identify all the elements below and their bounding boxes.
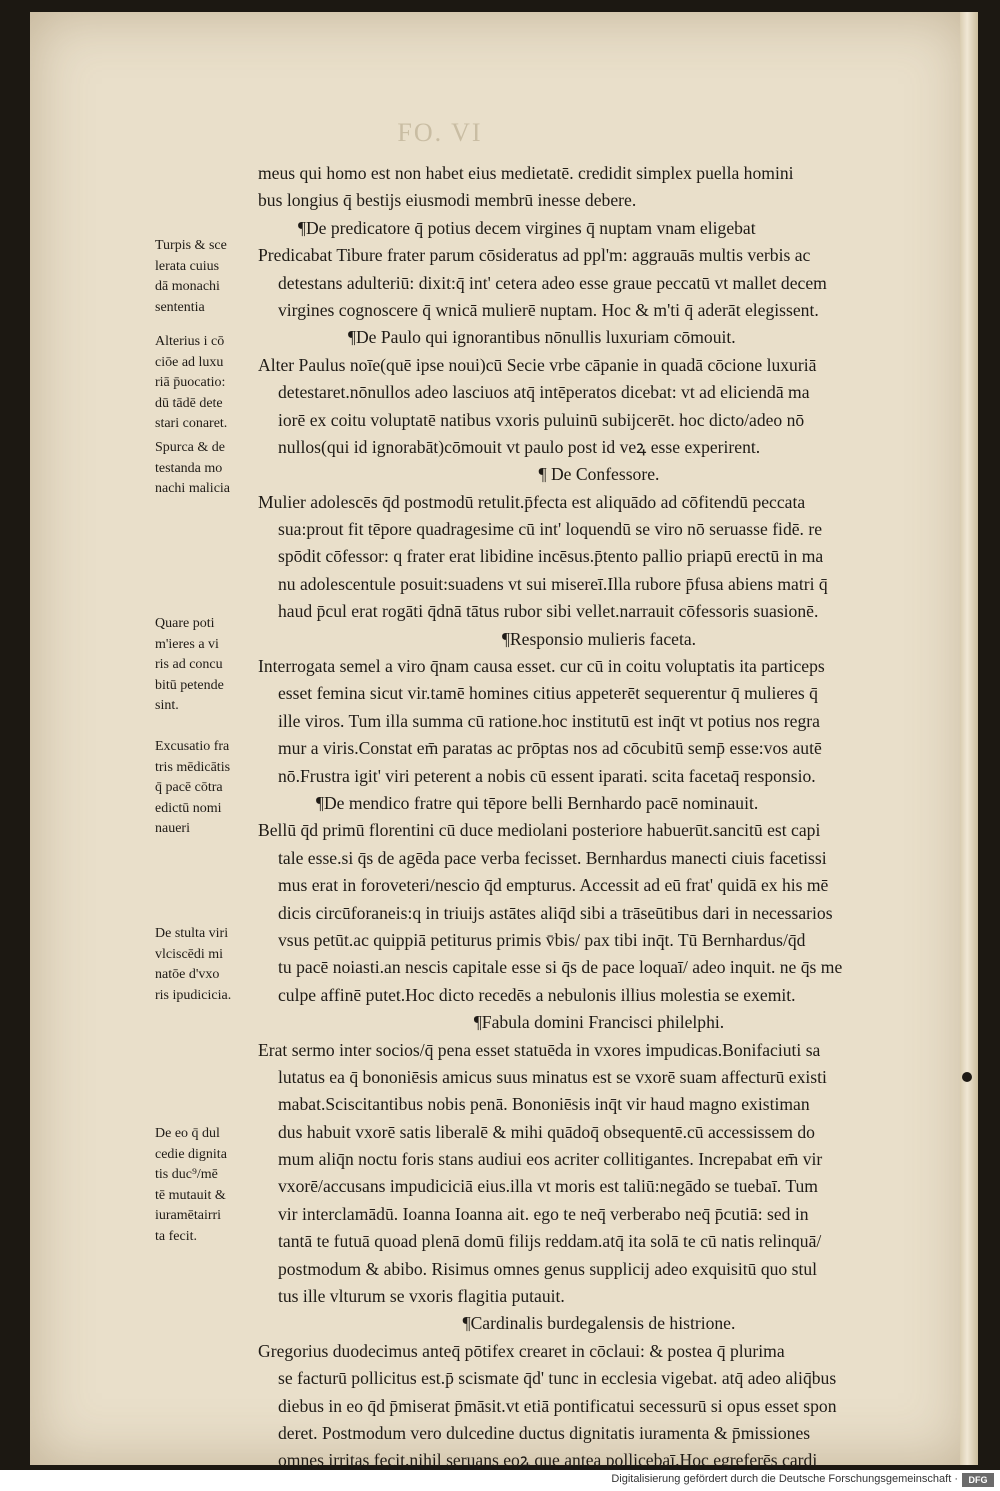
- margin-line: dā monachi: [155, 279, 220, 294]
- footer-bar: [0, 1470, 1000, 1491]
- margin-note: [155, 737, 259, 840]
- text-line: nō.Frustra igit' viri peterent a nobis cū essent iparati. scita facetaq̄ responsio.: [278, 765, 816, 786]
- text-line: diebus in eo q̄d p̄miserat p̄māsit.vt etiā pontificatui secessurū si opus esset spon: [278, 1395, 837, 1416]
- margin-line: tis duc⁹/mē: [155, 1167, 218, 1182]
- text-line: vir interclamādū. Ioanna Ioanna ait. ego te neq̄ verberabo neq̄ p̄cutiā: sed in: [278, 1203, 809, 1224]
- margin-line: De eo q̄ dul: [155, 1126, 220, 1141]
- text-line: nu adolescentule posuit:suadens vt sui misereī.Illa rubore p̄fusa abiens matri q̄: [278, 573, 828, 594]
- margin-line: ris ipudicicia.: [155, 987, 232, 1003]
- margin-line: edictū nomi: [155, 800, 222, 816]
- text-line: nullos(qui id ignorabāt)cōmouit vt paulo post id veꝝ esse experirent.: [278, 436, 761, 457]
- margin-line: q̄ pacē cōtra: [155, 780, 223, 795]
- text-line: detestans adulteriū: dixit:q̄ int' cetera adeo esse graue peccatū vt mallet decem: [278, 272, 827, 293]
- margin-line: Spurca & de: [155, 440, 225, 455]
- margin-line: natōe d'vxo: [155, 967, 220, 982]
- page-edge: [960, 12, 978, 1465]
- text-line: mus erat in foroveteri/nescio q̄d empturus. Accessit ad eū frat' quidā ex his mē: [278, 875, 829, 896]
- margin-line: Alterius i cō: [155, 334, 225, 349]
- text-line: mum aliq̄n noctu foris stans audiui eos acriter collitigantes. Increpabat em̄ vir: [278, 1149, 823, 1170]
- funding-credit: Digitalisierung gefördert durch die Deutsche Forschungsgemeinschaft ·: [611, 1473, 958, 1485]
- text-line: vxorē/accusans impudiciciā eius.illa vt moris est taliū:negādo se tuebaī. Tum: [278, 1176, 818, 1197]
- text-line: Mulier adolescēs q̄d postmodū retulit.p̄fecta est aliquādo ad cōfitendū peccata: [258, 491, 806, 512]
- text-line: mur a viris.Constat em̄ paratas ac prōptas nos ad cōcubitū semp̄ esse:vos autē: [278, 738, 822, 759]
- text-line: tale esse.si q̄s de agēda pace verba fecisset. Bernhardus manecti ciuis facetissi: [278, 847, 827, 868]
- section-heading: ¶De predicatore q̄ potius decem virgines q̄ nuptam vnam eligebat: [298, 217, 756, 238]
- text-line: spōdit cōfessor: q frater erat libidine incēsus.p̄tento pallio priapū erectū in ma: [278, 546, 824, 567]
- section-heading: ¶Cardinalis burdegalensis de histrione.: [462, 1313, 736, 1334]
- text-line: culpe affinē putet.Hoc dicto recedēs a nebulonis illius molestia se exemit.: [278, 984, 796, 1005]
- margin-line: ta fecit.: [155, 1228, 197, 1244]
- text-line: ille viros. Tum illa summa cū ratione.hoc institutū est inq̄t vt potius nos regra: [278, 710, 820, 731]
- section-heading: ¶Responsio mulieris faceta.: [501, 628, 697, 649]
- text-line: vsus petūt.ac quippiā petiturus primis v̄bis/ pax tibi inq̄t. Tū Bernhardus/q̄d: [278, 929, 806, 950]
- margin-line: lerata cuius: [155, 258, 220, 274]
- text-line: haud p̄cul erat rogāti q̄dnā tātus rubor sibi vellet.narrauit cōfessoris suasionē.: [278, 601, 819, 622]
- text-line: bus longius q̄ bestijs eiusmodi membrū inesse debere.: [258, 190, 637, 211]
- margin-line: stari conaret.: [155, 416, 228, 431]
- text-line: tus ille vlturum se vxoris flagitia putauit.: [278, 1286, 565, 1307]
- text-line: detestaret.nōnullos adeo lasciuos atq̄ intēperatos dicebat: vt ad eliciendā ma: [278, 382, 810, 403]
- text-line: iorē ex coitu voluptatē natibus vxoris puluinū subijcerēt. hoc dicto/adeo nō: [278, 409, 805, 430]
- text-line: omnes irritas fecit.nihil seruans eoꝝ que antea pollicebaī.Hoc egreferēs cardi: [278, 1450, 818, 1471]
- margin-line: tē mutauit &: [155, 1187, 226, 1203]
- section-heading: ¶De Paulo qui ignorantibus nōnullis luxuriam cōmouit.: [348, 327, 736, 348]
- text-line: Gregorius duodecimus anteq̄ pōtifex crearet in cōclaui: & postea q̄ plurima: [258, 1340, 785, 1361]
- margin-line: iuramētairri: [155, 1208, 222, 1223]
- section-heading: ¶De mendico fratre qui tēpore belli Bernhardo pacē nominauit.: [316, 792, 759, 813]
- main-text-block: [258, 160, 940, 1475]
- margin-line: nachi malicia: [155, 481, 231, 496]
- margin-note: [155, 332, 259, 435]
- margin-line: cedie dignita: [155, 1146, 227, 1162]
- margin-note: [155, 614, 259, 717]
- margin-line: sententia: [155, 299, 205, 315]
- text-line: virgines cognoscere q̄ wnicā mulierē nuptam. Hoc & m'ti q̄ aderāt elegissent.: [278, 299, 819, 320]
- text-line: Bellū q̄d primū florentini cū duce mediolani posteriore habuerūt.sancitū est capi: [258, 820, 821, 841]
- margin-line: Turpis & sce: [155, 238, 227, 253]
- text-line: dus habuit vxorē satis liberalē & mihi quādoq̄ obsequentē.cū accessissem do: [278, 1121, 815, 1142]
- margin-note: [155, 1124, 259, 1247]
- text-line: lutatus ea q̄ bononiēsis amicus suus minatus est se vxorē suam affecturū existi: [278, 1066, 827, 1087]
- margin-line: naueri: [155, 821, 190, 836]
- ink-dot: [962, 1072, 972, 1082]
- margin-line: ris ad concu: [155, 657, 223, 672]
- margin-line: De stulta viri: [155, 926, 229, 941]
- dfg-logo[interactable]: DFG: [962, 1473, 994, 1487]
- margin-line: dū tādē dete: [155, 395, 223, 411]
- margin-note: [155, 236, 259, 318]
- margin-line: testanda mo: [155, 460, 223, 476]
- margin-line: sint.: [155, 698, 179, 713]
- section-heading: ¶ De Confessore.: [538, 464, 660, 485]
- margin-line: ciōe ad luxu: [155, 354, 224, 370]
- text-line: meus qui homo est non habet eius medietatē. credidit simplex puella homini: [258, 163, 794, 183]
- margin-line: m'ieres a vi: [155, 636, 219, 652]
- margin-line: bitū petende: [155, 677, 224, 693]
- text-line: dicis circūforaneis:q in triuijs astātes aliq̄d sibi a trāseūtibus dari in necessarios: [278, 902, 833, 923]
- text-line: Alter Paulus noīe(quē ipse noui)cū Secie vrbe cāpanie in quadā cōcione luxuriā: [258, 354, 817, 375]
- text-line: se facturū pollicitus est.p̄ scismate q̄d' tunc in ecclesia vigebat. atq̄ adeo aliq̄bus: [278, 1368, 837, 1389]
- text-line: Interrogata semel a viro q̄nam causa esset. cur cū in coitu voluptatis ita particeps: [258, 656, 825, 677]
- margin-line: Excusatio fra: [155, 739, 230, 754]
- margin-line: riā p̄uocatio:: [155, 375, 226, 390]
- margin-note: [155, 438, 259, 500]
- margin-line: Quare poti: [155, 616, 215, 631]
- text-line: mabat.Sciscitantibus nobis penā. Bononiēsis inq̄t vir haud magno existiman: [278, 1094, 810, 1115]
- text-line: esset femina sicut vir.tamē homines citius appeterēt sequerentur q̄ mulieres q̄: [278, 683, 818, 704]
- section-heading: ¶Fabula domini Francisci philelphi.: [473, 1012, 725, 1033]
- text-line: Erat sermo inter socios/q̄ pena esset statuēda in vxores impudicas.Bonifaciuti sa: [258, 1039, 821, 1060]
- text-line: Predicabat Tibure frater parum cōsideratus ad ppl'm: aggrauās multis verbis ac: [258, 245, 811, 266]
- margin-line: vlciscēdi mi: [155, 946, 224, 962]
- text-line: postmodum & abibo. Risimus omnes genus supplicij adeo exquisitū quo stul: [278, 1258, 818, 1279]
- text-line: deret. Postmodum vero dulcedine ductus dignitatis iuramenta & p̄missiones: [278, 1422, 811, 1443]
- text-line: tantā te futuā quoad plenā domū filijs reddam.atq̄ ita solā te cū natis relinquā/: [278, 1231, 822, 1252]
- margin-note: [155, 924, 259, 1006]
- text-line: tu pacē noiasti.an nescis capitale esse si q̄s de pace loquaī/ adeo inquit. ne q̄s me: [278, 957, 843, 978]
- text-line: sua:prout fit tēpore quadragesime cū int' loquendū se viro nō seruasse fidē. re: [278, 519, 823, 540]
- running-head: FO. VI: [397, 118, 483, 147]
- margin-line: tris mēdicātis: [155, 759, 231, 775]
